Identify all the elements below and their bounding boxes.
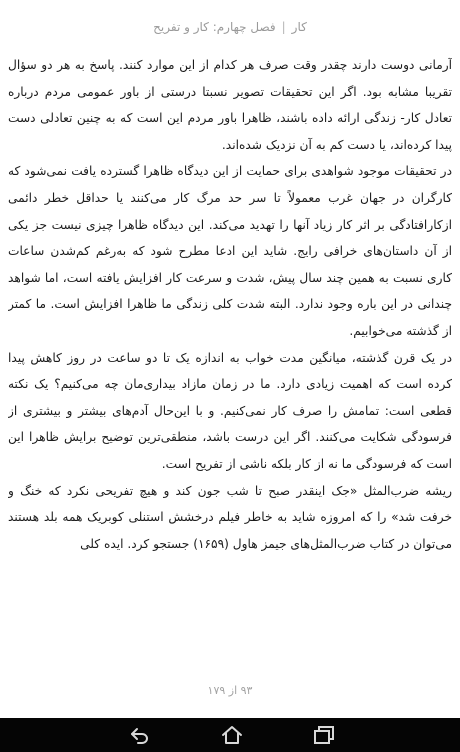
- book-part-title: کار: [291, 20, 307, 34]
- back-button[interactable]: [100, 718, 180, 752]
- paragraph: آرمانی دوست دارند چقدر وقت صرف هر کدام از این موارد کنند. پاسخ به هر دو سؤال تقریبا مشابه بود. اگر این تحقیقات تصویر نسبتا درستی از باور عمومی مردم درباره تعادل کار- زندگی ارائه داده باشند، ظاهرا باور مردم این است که به چنین تعادلی دست پیدا کرده‌اند، یا دست کم به آن نزدیک شده‌اند.: [8, 58, 452, 152]
- system-navigation-bar: [0, 718, 460, 752]
- page-content: [8, 52, 452, 652]
- paragraph: در تحقیقات موجود شواهدی برای حمایت از این دیدگاه ظاهرا گسترده یافت نمی‌شود که کارگران در جهان غرب معمولاً تا سر حد مرگ کار می‌کنند یا حداقل خطر دائمی ازکارافتادگی بر اثر کار زیاد آنها را تهدید می‌کند. این دیدگاه ظاهرا چیزی نیست جز یکی از آن داستان‌های خرافی رایج. شاید این ادعا مطرح شود که به‌رغم کم‌شدن ساعات کاری نسبت به همین چند سال پیش، شدت و سرعت کار افزایش یافته است، اما شواهد چندانی در این باره وجود ندارد. البته شدت کلی زندگی ما ظاهرا افزایش است. ما کمتر از گذشته می‌خوابیم.: [8, 164, 452, 338]
- page-indicator: ۹۳ از ۱۷۹: [207, 684, 253, 697]
- recent-apps-icon: [313, 725, 335, 745]
- chapter-title: فصل چهارم: کار و تفریح: [153, 20, 276, 34]
- home-icon: [221, 725, 243, 745]
- page-header: [0, 20, 460, 34]
- paragraph: ریشه ضرب‌المثل «جک اینقدر صبح تا شب جون کند و هیچ تفریحی نکرد که خنگ و خرفت شد» را که امروزه شاید به خاطر فیلم درخشش استنلی کوبریک همه بلد هستند می‌توان در کتاب ضرب‌المثل‌های جیمز هاول (۱۶۵۹) جستجو کرد. ایده کلی: [8, 483, 452, 551]
- recent-apps-button[interactable]: [284, 718, 364, 752]
- header-separator: |: [281, 20, 286, 34]
- paragraph: در یک قرن گذشته، میانگین مدت خواب به اندازه یک تا دو ساعت در روز کاهش پیدا کرده است که اهمیت زیادی دارد. ما در زمان مازاد بیداری‌مان چه می‌کنیم؟ یک نکته قطعی است: تمامش را صرف کار نمی‌کنیم. و با این‌حال آدم‌های بیشتر و بیشتری از فرسودگی شکایت می‌کنند. اگر این درست باشد، منطقی‌ترین توضیح برایش ظاهرا این است که فرسودگی ما نه از کار بلکه ناشی از تفریح است.: [8, 350, 452, 471]
- home-button[interactable]: [192, 718, 272, 752]
- back-icon: [129, 726, 151, 744]
